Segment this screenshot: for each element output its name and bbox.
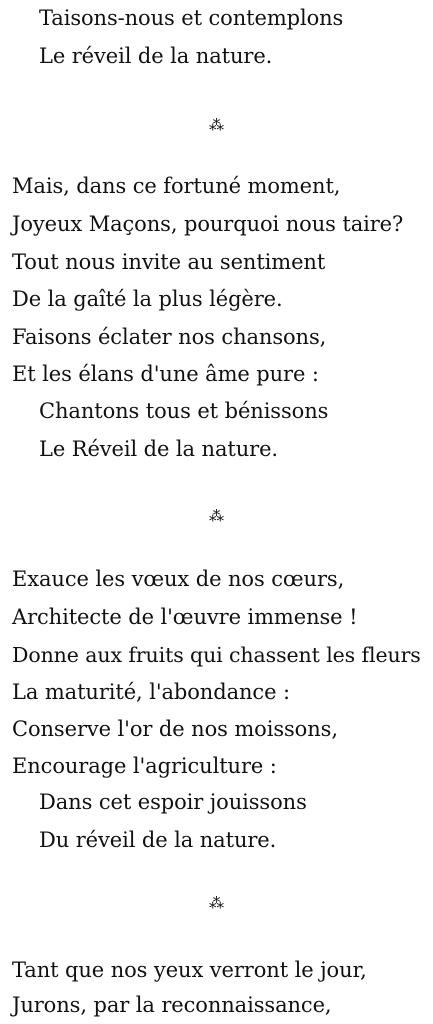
verse-line: Donne aux fruits qui chassent les fleurs [12, 643, 421, 667]
verse-line: Mais, dans ce fortuné moment, [12, 174, 341, 198]
verse-line: Encourage l'agriculture : [12, 754, 277, 778]
verse-line: Exauce les vœux de nos cœurs, [12, 567, 345, 591]
asterism-separator: ⁂ [209, 507, 224, 525]
asterism-separator: ⁂ [209, 894, 224, 912]
verse-line: Conserve l'or de nos moissons, [12, 717, 338, 741]
verse-line: Du réveil de la nature. [39, 828, 277, 852]
verse-line: Tant que nos yeux verront le jour, [12, 958, 367, 982]
verse-line: La maturité, l'abondance : [12, 680, 290, 704]
verse-line: Architecte de l'œuvre immense ! [12, 605, 358, 629]
verse-line: Et les élans d'une âme pure : [12, 362, 319, 386]
verse-line: Joyeux Maçons, pourquoi nous taire? [12, 212, 404, 236]
verse-line: Tout nous invite au sentiment [12, 250, 326, 274]
verse-line: De la gaîté la plus légère. [12, 287, 283, 311]
verse-line: Le réveil de la nature. [39, 44, 273, 68]
verse-line: Jurons, par la reconnaissance, [12, 993, 332, 1017]
verse-line: Faisons éclater nos chansons, [12, 325, 327, 349]
asterism-separator: ⁂ [209, 116, 224, 134]
verse-line: Le Réveil de la nature. [39, 437, 278, 461]
verse-line: Taisons-nous et contemplons [39, 6, 344, 30]
verse-line: Dans cet espoir jouissons [39, 790, 307, 814]
verse-line: Chantons tous et bénissons [39, 399, 329, 423]
